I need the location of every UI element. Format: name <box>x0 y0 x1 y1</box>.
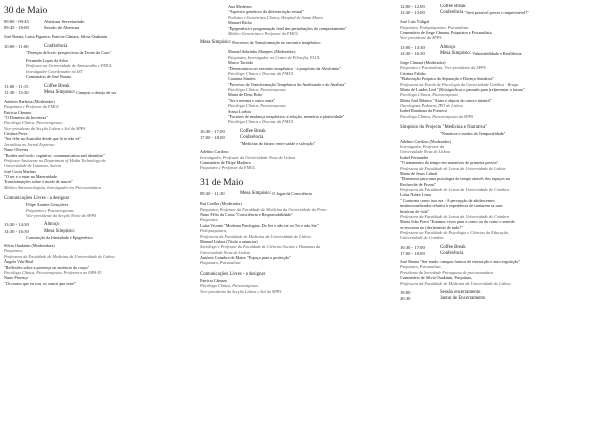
row-label: Almoço <box>44 222 60 228</box>
speaker-line: Marco Torrado <box>228 60 254 66</box>
conference-speakers <box>200 149 390 171</box>
speaker-line: Professora da Faculdade de Letras da Universidade de Coimbra <box>400 187 509 192</box>
speaker-line: Fernando Lopes da Silva <box>26 58 68 64</box>
row-label: Coffee Break <box>440 4 466 9</box>
speaker-line: "Reflexões sobre a presença ou ausência do corpo" <box>4 264 90 270</box>
free-comms-speakers <box>200 278 390 294</box>
genetics-speakers <box>228 4 390 36</box>
symposium-row <box>400 51 596 57</box>
speaker-line: Professora na Escola de Psicologia da Universidade Católica - Braga <box>400 81 519 87</box>
speaker-line: Psicóloga Clínica, Psicoterapeuta, <box>4 120 63 126</box>
speaker-line: Pedopsiquiatra, <box>200 228 227 234</box>
row-label: Coffee Break <box>44 83 70 89</box>
speaker-line: "Desencontros no encontro terapêutico - a propósito da Alexitimia" <box>228 65 341 71</box>
speaker-line: Vice-presidente da Secção Lisboa e Sul da SPPS <box>200 288 282 294</box>
speaker-line: António Barbosa (Moderador) <box>4 98 55 104</box>
row-time: 20:30 <box>400 296 411 301</box>
speaker-line: se encontra no (des)sentido de tudo?" <box>400 224 463 230</box>
speaker-line: Nuno Félix da Costa "Consciência e Responsabilidade" <box>200 212 293 218</box>
speaker-line: Professora da Faculdade de Letras da Universidade de Lisboa <box>400 165 506 171</box>
speaker-line: Psicóloga Clínica, Psicoterapeuta, Professora no ISPA-IU <box>4 269 103 275</box>
speaker-line: Manuel Bicho <box>228 20 252 26</box>
conference-row <box>400 10 596 16</box>
speaker-line: "Processo de Transformação Terapêutica do Analisando e do Analista" <box>228 81 346 87</box>
row-time: 16:30 - 17:00 <box>400 244 425 250</box>
row-label: Conferência <box>440 250 464 256</box>
column-day2-afternoon <box>400 4 596 302</box>
speaker-line: Universidade de Coimbra <box>400 235 444 241</box>
speaker-line: Universidade Nova de Lisboa <box>200 249 250 255</box>
speaker-line: Investigador, Professor da Universidade Nova de Lisboa <box>200 154 296 160</box>
speaker-line: Maria de Jesus Cabral <box>400 170 438 176</box>
row-label: Jantar de Encerramento <box>440 296 486 301</box>
speaker-line: Psicóloga Clínica, Psicoterapeuta <box>228 103 286 109</box>
speaker-line: "Epigenética e programação fetal das perturbações do comportamento" <box>228 25 348 31</box>
opening-people: José Barata, Luísa Figueira, Patrícia Câmara, Sílvia Ouakinin <box>4 34 108 40</box>
speaker-line: Psiquiatra e Psicoterapeuta; <box>26 207 75 213</box>
row-time: 17:00 - 18:00 <box>200 134 225 140</box>
speaker-line: "O Domínio da Incerteza" <box>4 114 48 120</box>
row-time: 17:00 - 18:00 <box>400 250 425 256</box>
row-label: Abertura Secretariado <box>44 19 85 25</box>
speaker-line: Jorge Câmara (Moderador) <box>400 60 446 65</box>
row-time: 12:00 - 12:00 <box>400 4 425 9</box>
speaker-line: "Bodies and tools: cognitive, communication and identities" <box>4 152 105 158</box>
speaker-line: Jornalista no Jornal Expresso <box>4 141 55 147</box>
row-time: 09:45 - 10:00 <box>4 25 29 31</box>
row-time: 16:30 - 17:00 <box>200 128 225 134</box>
row-label: Mesa Simpósio: <box>200 40 232 46</box>
speaker-line: Maria de Deus Brito <box>228 92 263 98</box>
speaker-line: Sílvia Ouakinin (Moderadora) <box>4 243 55 249</box>
row-time: 13:30 - 14:30 <box>4 222 29 228</box>
symposium2-speakers <box>4 243 192 286</box>
symposium-speakers <box>400 60 596 119</box>
speaker-line: Adelino Cardoso <box>200 149 229 155</box>
speaker-line: Psiquiatra, Psicanalista, <box>400 264 442 270</box>
day-heading: 31 de Maio <box>200 177 244 188</box>
speaker-line: Oncologista Pediatra, IPO de Lisboa <box>400 103 463 108</box>
speaker-line: Ângela Vila-Real <box>4 259 34 265</box>
speaker-line: Psicóloga Clínica, Psicoterapeuta <box>400 92 458 98</box>
speaker-line: Maria João Ferro "Estamos vivos para o conto ou do conto o sentido <box>400 219 515 225</box>
speaker-line: "Elaboração Psíquica da Separação e Doença Somática" <box>400 76 495 82</box>
speaker-line: Psiquiatra e Professor da FMUL <box>200 165 256 171</box>
row-time: 09:00 - 09:45 <box>4 19 29 25</box>
speaker-line: Professora da Faculdade de Medicina da Universidade de Lisboa <box>400 280 511 286</box>
speaker-line: "Ser feliz na Austrália desde que lá se não vá" <box>4 136 82 142</box>
conference2-row <box>400 251 596 257</box>
row-time: 11:00 - 11:15 <box>4 83 29 89</box>
speaker-line: Patrícia Câmara <box>200 277 227 283</box>
speaker-line: "Factores de mudança terapêutica: a relação, memória e plasticidade" <box>228 113 345 119</box>
opening-rows <box>4 19 192 31</box>
speaker-line: Sociólogo e Professor da Faculdade de Ciências Sociais e Humanas da <box>200 244 321 250</box>
row-label: Conferência <box>44 43 68 49</box>
speaker-line: Médico Anestesiologista, Investigador em Psicossomática <box>4 184 102 190</box>
row-label: Mesa Simpósio: <box>440 50 472 56</box>
conference-speakers <box>4 58 192 80</box>
project-symposium-subtitle: "Narrativa e modos da Temporalidade" <box>440 131 506 137</box>
speaker-line: Cristina Fabião <box>400 70 426 76</box>
row-label: Conferência <box>440 10 464 16</box>
row-label: Sessão encerramento <box>440 289 481 295</box>
speaker-line: Investigador Coordenador no IST <box>26 68 83 74</box>
speaker-line: "O tratamento do tempo em narrativas de primeira pessoa" <box>400 160 499 166</box>
speaker-line: Manuel Sobrinho Marques (Moderador) <box>228 49 296 55</box>
symposium-speakers <box>4 99 192 190</box>
speaker-line: Professor Assistente no Department of Media Technology da <box>4 157 106 163</box>
speaker-line: Adelino Cardoso (Moderador) <box>400 138 451 144</box>
speaker-line: Comentário de Sílvia Ouakinin, Psiquiatra, <box>400 275 473 281</box>
speaker-line: "Aspectos genéticos da diferenciação sexual" <box>228 9 304 15</box>
row-label: Sessão de Abertura <box>44 25 80 31</box>
speaker-line: Patrícia Câmara <box>4 109 31 115</box>
conference-speakers <box>400 19 596 41</box>
speaker-line: Nuno Proença <box>4 275 28 281</box>
row-label: Coffee Break <box>240 128 266 134</box>
speaker-line: Comentário de Filipe Madeira <box>200 160 251 165</box>
speaker-line: Isabel Fernandes <box>400 154 429 160</box>
speaker-line: histórias de vida" <box>400 208 430 214</box>
row-label: Coffee Break <box>440 244 466 250</box>
row-time: 14:30 - 16:30 <box>400 50 425 56</box>
speaker-line: "Elementos para uma psicologia do tempo através dos espaços na <box>400 176 510 182</box>
speaker-line: Recherche de Proust" <box>400 181 437 187</box>
free-comms-title: Comunicações Livres - a designar <box>200 271 266 277</box>
speaker-line: Manuel Lisboa (Título a anunciar) <box>200 238 258 244</box>
speaker-line: Professora da Faculdade de Medicina da Universidade de Lisboa <box>4 253 115 259</box>
row-label: Mesa Simpósio: <box>240 191 272 197</box>
row-time: 09:30 - 11:30 <box>200 191 225 197</box>
speaker-line: José Luís Vidigal <box>400 19 429 25</box>
row-label: Mesa Simpósio: <box>44 228 76 234</box>
speaker-line: Luísa Vicente "Moderna Patologias: Do Ser e não ter ao Ter e não Ser" <box>200 222 319 228</box>
row-subtitle: "Será possível prever o imprevisível?" <box>464 10 529 16</box>
speaker-line: Psicóloga Clínica, Psicoterapeuta <box>228 87 286 92</box>
conference-subtitle: "Doenças difíceis: perspectivas da Teoria do Caos" <box>26 49 112 55</box>
speaker-line: Luísa Nobre Lima <box>400 192 431 198</box>
speaker-line: Psicóloga Clínica, Psicoterapeuta da SPPS <box>400 113 474 119</box>
free-comms-title: Comunicações Livres - a designar <box>4 196 70 202</box>
free-comms-speakers <box>4 202 192 218</box>
symposium2-speakers <box>200 201 390 266</box>
speaker-line: Psiquiatra, <box>4 248 23 254</box>
speaker-line: Professor na Universidade de Amesterdão e FMUL <box>26 63 113 69</box>
speaker-line: " Conta-me como isso era - A percepção de adolescentes <box>400 197 495 203</box>
symposium-row <box>4 90 192 96</box>
speaker-line: "Os outros que eu sou, os outros que serei" <box>4 280 76 286</box>
speaker-line: Rui Coelho (Moderador) <box>200 201 242 207</box>
row-subtitle: Cumprir o desejo de ser <box>76 89 117 95</box>
column-day1-morning <box>4 4 192 286</box>
speaker-line: Psicóloga Clínica, Psicoterapeuta, <box>200 283 259 289</box>
row-subtitle: O Jogar da Consciência <box>272 191 312 197</box>
speaker-line: Sousa Loebia <box>228 108 251 114</box>
speaker-line: Professora da Faculdade de Letras da Universidade de Coimbra <box>400 213 509 219</box>
speaker-line: Investigador, Professor da <box>400 144 445 149</box>
speaker-line: Transformações sobre o modo de nascer" <box>4 179 74 185</box>
speaker-line: Psiquiatra, Professor da Faculdade de Medicina da Universidade do Porto <box>200 206 327 212</box>
row-subtitle: Processos de Transformação no encontro terapêutico <box>232 40 321 46</box>
column-day1-afternoon <box>200 4 390 294</box>
speaker-line: Filipe Arantes Gonçalves <box>26 202 69 208</box>
speaker-line: Psiquiatra, Investigador no Centro de Filosofia, FLUL <box>228 54 321 60</box>
speaker-line: José Barata "Ser sendo: campos futuros de interacção e auto-regulação" <box>400 259 521 264</box>
speaker-line: Professora da Faculdade de Medicina da Universidade de Lisboa <box>200 233 311 239</box>
speaker-line: Psiquiatra, Pedopsiquiatra, Psicanalista <box>400 24 469 30</box>
day-heading: 30 de Maio <box>4 6 48 16</box>
symposium-speakers <box>228 49 390 124</box>
speaker-line: Comentário de Jorge Câmara, Psiquiatra e Psicanalista, <box>400 30 493 35</box>
symposium2-row <box>200 191 390 197</box>
row-time: 14:30 - 16:30 <box>4 228 29 234</box>
row-time: 10:00 - 11:00 <box>4 43 29 49</box>
conference-subtitle: "Medicina do futuro: entre saúde e salvação" <box>240 140 316 146</box>
speaker-line: Vice-presidente da SPPS <box>400 35 442 41</box>
row-time: 18:00 <box>400 289 411 295</box>
speaker-line: Presidente da Sociedade Portuguesa de psicossomática <box>400 269 494 275</box>
speaker-line: Cristina Peres <box>4 131 28 137</box>
speaker-line: Psicóloga Clínica e Docente da FMUL <box>228 119 294 125</box>
speaker-line: Maria José Ribeiro "Antes e depois do cancro infantil" <box>400 97 492 103</box>
speaker-line: Psiquiatra, Psicanalista <box>200 260 241 266</box>
project-symposium-title: Simpósio do Projecto "Medicina e Narrativa" <box>400 125 488 131</box>
speaker-line: José Costa Martins <box>4 168 36 174</box>
speaker-line: António Coimbra de Matos "Espaço para a protecção" <box>200 255 291 261</box>
row-time: 13:00 - 14:30 <box>400 44 425 50</box>
symposium2-subtitle: Construção da Identidade e Epigenética <box>26 234 93 240</box>
speaker-line: Pediatra e Geneticista Clínica, Hospital de Santa Maria <box>228 14 323 20</box>
speaker-line: Professora na Faculdade de Psicologia e Ciências da Educação, <box>400 230 510 235</box>
project-symposium-speakers <box>400 139 596 241</box>
speaker-line: Universidade de Linnaeus, Suécia <box>4 163 62 169</box>
row-subtitle: Vulnerabilidade e Resiliência <box>472 50 522 56</box>
dinner-row <box>400 296 596 302</box>
speaker-line: Isabel Barahona da Fonseca <box>400 108 447 114</box>
speaker-line: Catarina Simões <box>228 76 256 82</box>
row-label: Almoço <box>440 44 456 50</box>
row-label: Mesa Simpósio: <box>44 89 76 95</box>
symposium-row <box>200 40 390 46</box>
speaker-line: Vice-presidente da Secção Lisboa e Sul da SPPS <box>4 125 86 131</box>
speaker-line: institucionalizados relativa à experiência de contarem as suas <box>400 203 503 209</box>
row-label: Conferência <box>240 134 264 140</box>
speaker-line: Universidade Nova de Lisboa <box>400 149 450 155</box>
speaker-line: Psiquiatra e Professor da FMUL <box>4 104 60 110</box>
speaker-line: Médico Geneticista e Professor da FMUL <box>228 30 299 36</box>
speaker-line: Psiquiatra <box>200 217 218 223</box>
speaker-line: Comentário de José Barata <box>26 74 72 80</box>
speaker-line: Nuno Oliveira <box>4 147 29 153</box>
speaker-line: "Ser a mesma e outra outra" <box>228 97 276 103</box>
speaker-line: "O ser e o estar na Maternidade. <box>4 174 58 180</box>
speaker-line: Maria de Lurdes Leal "(Re)significar o passado para (re)inventar o futuro" <box>400 86 525 92</box>
row-time: 11:30 - 13:30 <box>4 89 29 95</box>
schedule-row <box>4 25 192 31</box>
conference2-speakers <box>400 259 596 286</box>
row-time: 12:30 - 13:00 <box>400 10 425 16</box>
speaker-line: Psicólogo Clínico e Docente da FMUL <box>228 70 294 76</box>
speaker-line: Psiquiatra e Psicanalista, Vice-presidente da SPPS <box>400 65 486 71</box>
speaker-line: Ana Medeiros <box>228 4 252 9</box>
speaker-line: Vice-presidente da Secção Norte da SPPS <box>26 213 97 219</box>
